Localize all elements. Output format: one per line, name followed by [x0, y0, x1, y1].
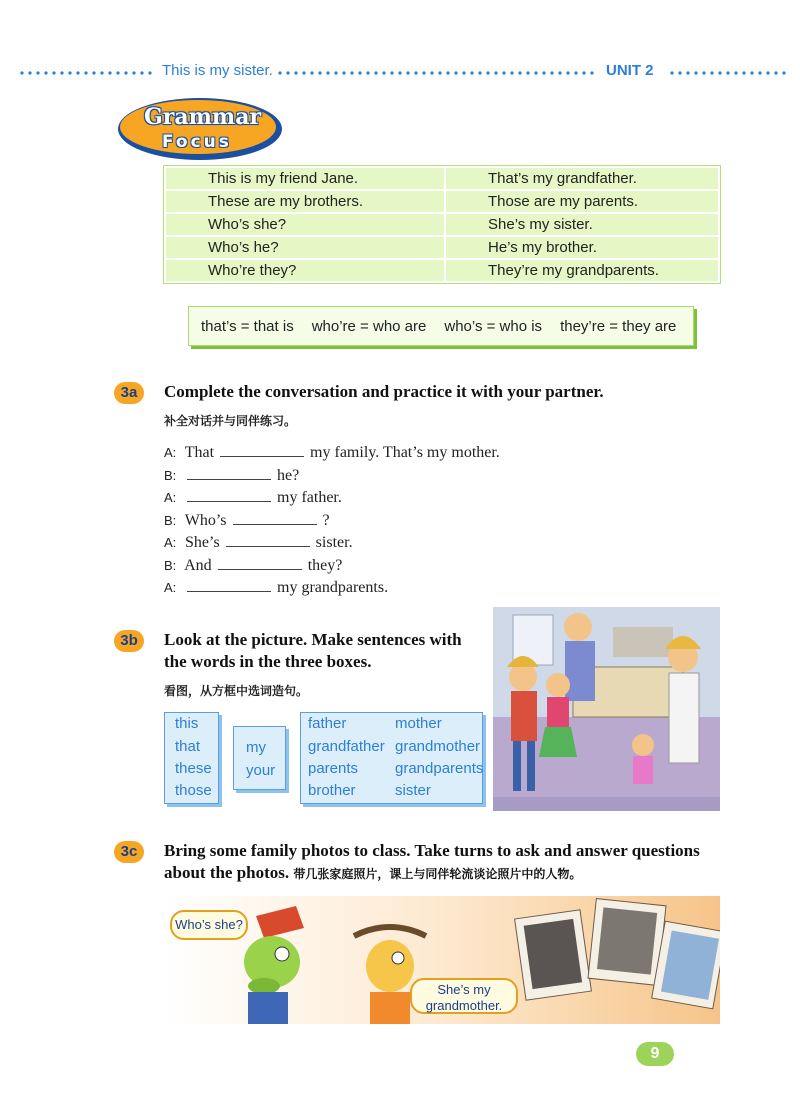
answer-blank[interactable] [187, 579, 271, 592]
contraction-item: who’s = who is [444, 317, 543, 335]
answer-blank[interactable] [226, 534, 310, 547]
table-cell: This is my friend Jane. [165, 167, 445, 190]
instruction-3c-line2 [164, 862, 581, 885]
conversation-line [164, 555, 500, 578]
word-item: these [175, 760, 212, 777]
speaker-label: B: [164, 512, 177, 528]
line-text: he? [277, 466, 300, 484]
contraction-item: they’re = they are [560, 317, 677, 335]
word-item: grandmother [395, 738, 481, 755]
header-dots-right [668, 70, 786, 76]
instruction-3c-line1: Bring some family photos to class. Take turns to ask and answer questions [164, 841, 700, 860]
answer-blank[interactable] [187, 489, 271, 502]
word-box-possessives [233, 726, 286, 790]
instruction-3a: Complete the conversation and practice it with your partner. [164, 382, 604, 401]
conversation-line [164, 532, 500, 555]
speaker-label: A: [164, 490, 177, 505]
family-kitchen-illustration [493, 607, 720, 811]
table-row [165, 190, 719, 213]
grammar-table [164, 166, 720, 283]
focus-title: Focus [162, 132, 232, 152]
instruction-3c-text: about the photos. [164, 863, 290, 882]
conversation-line [164, 577, 500, 600]
conversation-line [164, 442, 500, 465]
conversation-line [164, 487, 500, 510]
table-row [165, 167, 719, 190]
speaker-label: A: [164, 535, 177, 550]
header-dots-left [18, 70, 156, 76]
instruction-3b-cn: 看图，从方框中选词造句。 [164, 684, 309, 698]
table-cell: She’s my sister. [445, 213, 719, 236]
bubble-answer-line1: She’s my [437, 982, 491, 997]
word-item: sister [395, 782, 431, 799]
contractions-box [188, 306, 694, 346]
word-item: brother [308, 782, 356, 799]
page-number: 9 [636, 1042, 674, 1066]
activity-badge-3c: 3c [114, 841, 144, 863]
grammar-title: Grammar [144, 104, 262, 130]
table-cell: Who’s she? [165, 213, 445, 236]
conversation-line [164, 465, 500, 488]
table-cell: That’s my grandfather. [445, 167, 719, 190]
line-text: Who’s [184, 511, 227, 529]
speaker-label: B: [164, 467, 177, 483]
line-text: they? [307, 556, 343, 574]
contraction-item: who’re = who are [311, 317, 427, 335]
table-cell: They’re my grandparents. [445, 259, 719, 282]
line-text: my father. [277, 489, 342, 506]
word-item: grandparents [395, 760, 484, 777]
speaker-label: A: [164, 580, 177, 595]
word-box-family-members [300, 712, 483, 804]
table-cell: He’s my brother. [445, 236, 719, 259]
answer-blank[interactable] [218, 557, 302, 570]
table-row [165, 236, 719, 259]
conversation-line [164, 510, 500, 533]
table-cell: Who’re they? [165, 259, 445, 282]
word-item: this [175, 715, 199, 732]
unit-label: UNIT 2 [606, 62, 654, 79]
answer-blank[interactable] [220, 444, 304, 457]
speech-bubble-question [170, 910, 248, 940]
table-cell: Those are my parents. [445, 190, 719, 213]
line-text: That [184, 444, 215, 461]
instruction-3b-line2: the words in the three boxes. [164, 652, 372, 671]
line-text: ? [322, 511, 330, 529]
lesson-title: This is my sister. [162, 62, 273, 79]
line-text: my family. That’s my mother. [310, 444, 500, 461]
word-item: my [246, 739, 266, 756]
word-item: your [246, 762, 276, 779]
table-row [165, 213, 719, 236]
activity-badge-3b: 3b [114, 630, 144, 652]
header-dots-middle [276, 70, 598, 76]
bubble-question-text: Who’s she? [175, 917, 243, 932]
speaker-label: B: [164, 557, 177, 573]
table-row [165, 259, 719, 282]
word-item: that [175, 738, 201, 755]
instruction-3b-line1: Look at the picture. Make sentences with [164, 630, 462, 649]
line-text: And [184, 556, 212, 574]
bubble-answer-line2: grandmother. [425, 998, 503, 1013]
line-text: my grandparents. [277, 579, 389, 596]
contraction-item: that’s = that is [201, 317, 294, 335]
word-box-determiners [164, 712, 219, 804]
word-item: those [175, 782, 212, 799]
activity-badge-3a: 3a [114, 382, 144, 404]
word-item: grandfather [308, 738, 385, 755]
word-item: father [308, 715, 347, 732]
line-text: She’s [185, 534, 220, 551]
speaker-label: A: [164, 445, 177, 460]
speech-bubble-answer [410, 978, 518, 1014]
answer-blank[interactable] [233, 512, 317, 525]
line-text: sister. [315, 534, 353, 551]
instruction-3c-cn: 带几张家庭照片，课上与同伴轮流谈论照片中的人物。 [293, 867, 582, 881]
conversation [164, 442, 500, 600]
table-cell: These are my brothers. [165, 190, 445, 213]
word-item: parents [308, 760, 359, 777]
answer-blank[interactable] [187, 467, 271, 480]
table-cell: Who’s he? [165, 236, 445, 259]
instruction-3a-cn: 补全对话并与同伴练习。 [164, 414, 297, 428]
word-item: mother [395, 715, 442, 732]
